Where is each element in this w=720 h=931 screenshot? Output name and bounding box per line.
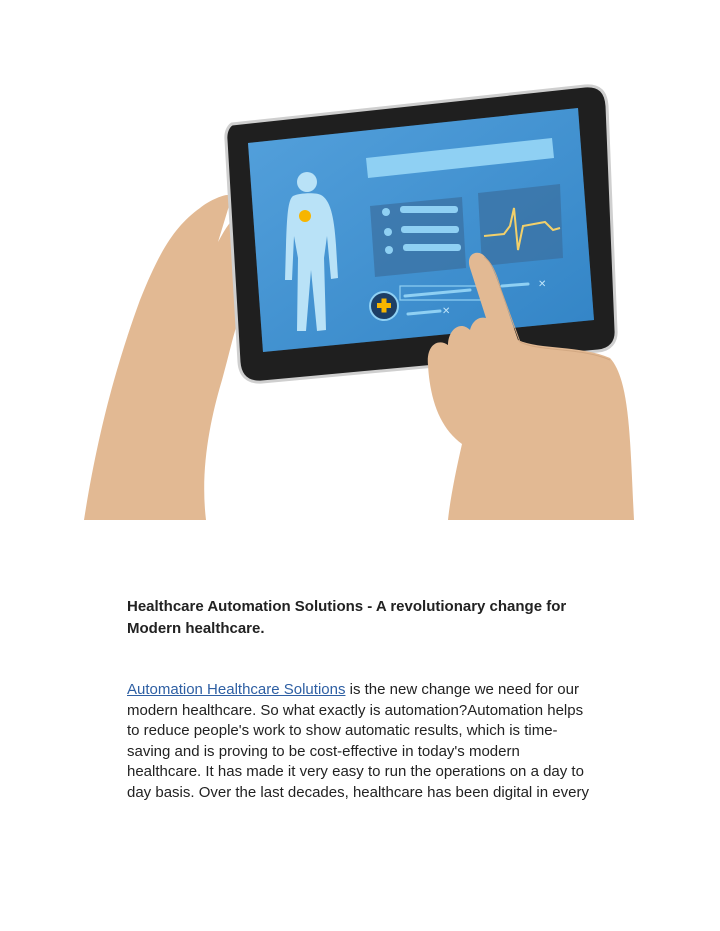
svg-text:✕: ✕ [538, 279, 547, 290]
heart-indicator-icon [299, 210, 311, 222]
paragraph-line-6: day basis. Over the last decades, healthcare has been digital in every [127, 783, 589, 801]
automation-healthcare-link[interactable]: Automation Healthcare Solutions [127, 681, 346, 698]
heading-line-2: Modern healthcare. [127, 620, 265, 637]
article-heading [127, 596, 627, 640]
paragraph-line-5: healthcare. It has made it very easy to run the operations on a day to [127, 763, 584, 780]
add-plus-icon [370, 292, 398, 320]
tablet-medical-app-illustration [80, 80, 640, 525]
paragraph-line-3: to reduce people's work to show automatic results, which is time- [127, 722, 558, 739]
paragraph-line-4: saving and is proving to be cost-effective in today's modern [127, 742, 520, 760]
ecg-panel [478, 184, 563, 266]
heading-line-1: Healthcare Automation Solutions - A revolutionary change for [127, 598, 567, 615]
paragraph-line-2: modern healthcare. So what exactly is automation?Automation helps [127, 701, 584, 719]
svg-text:✕: ✕ [442, 306, 451, 317]
paragraph-line-1-rest: is the new change we need for our [345, 681, 579, 698]
article-paragraph [127, 680, 647, 803]
